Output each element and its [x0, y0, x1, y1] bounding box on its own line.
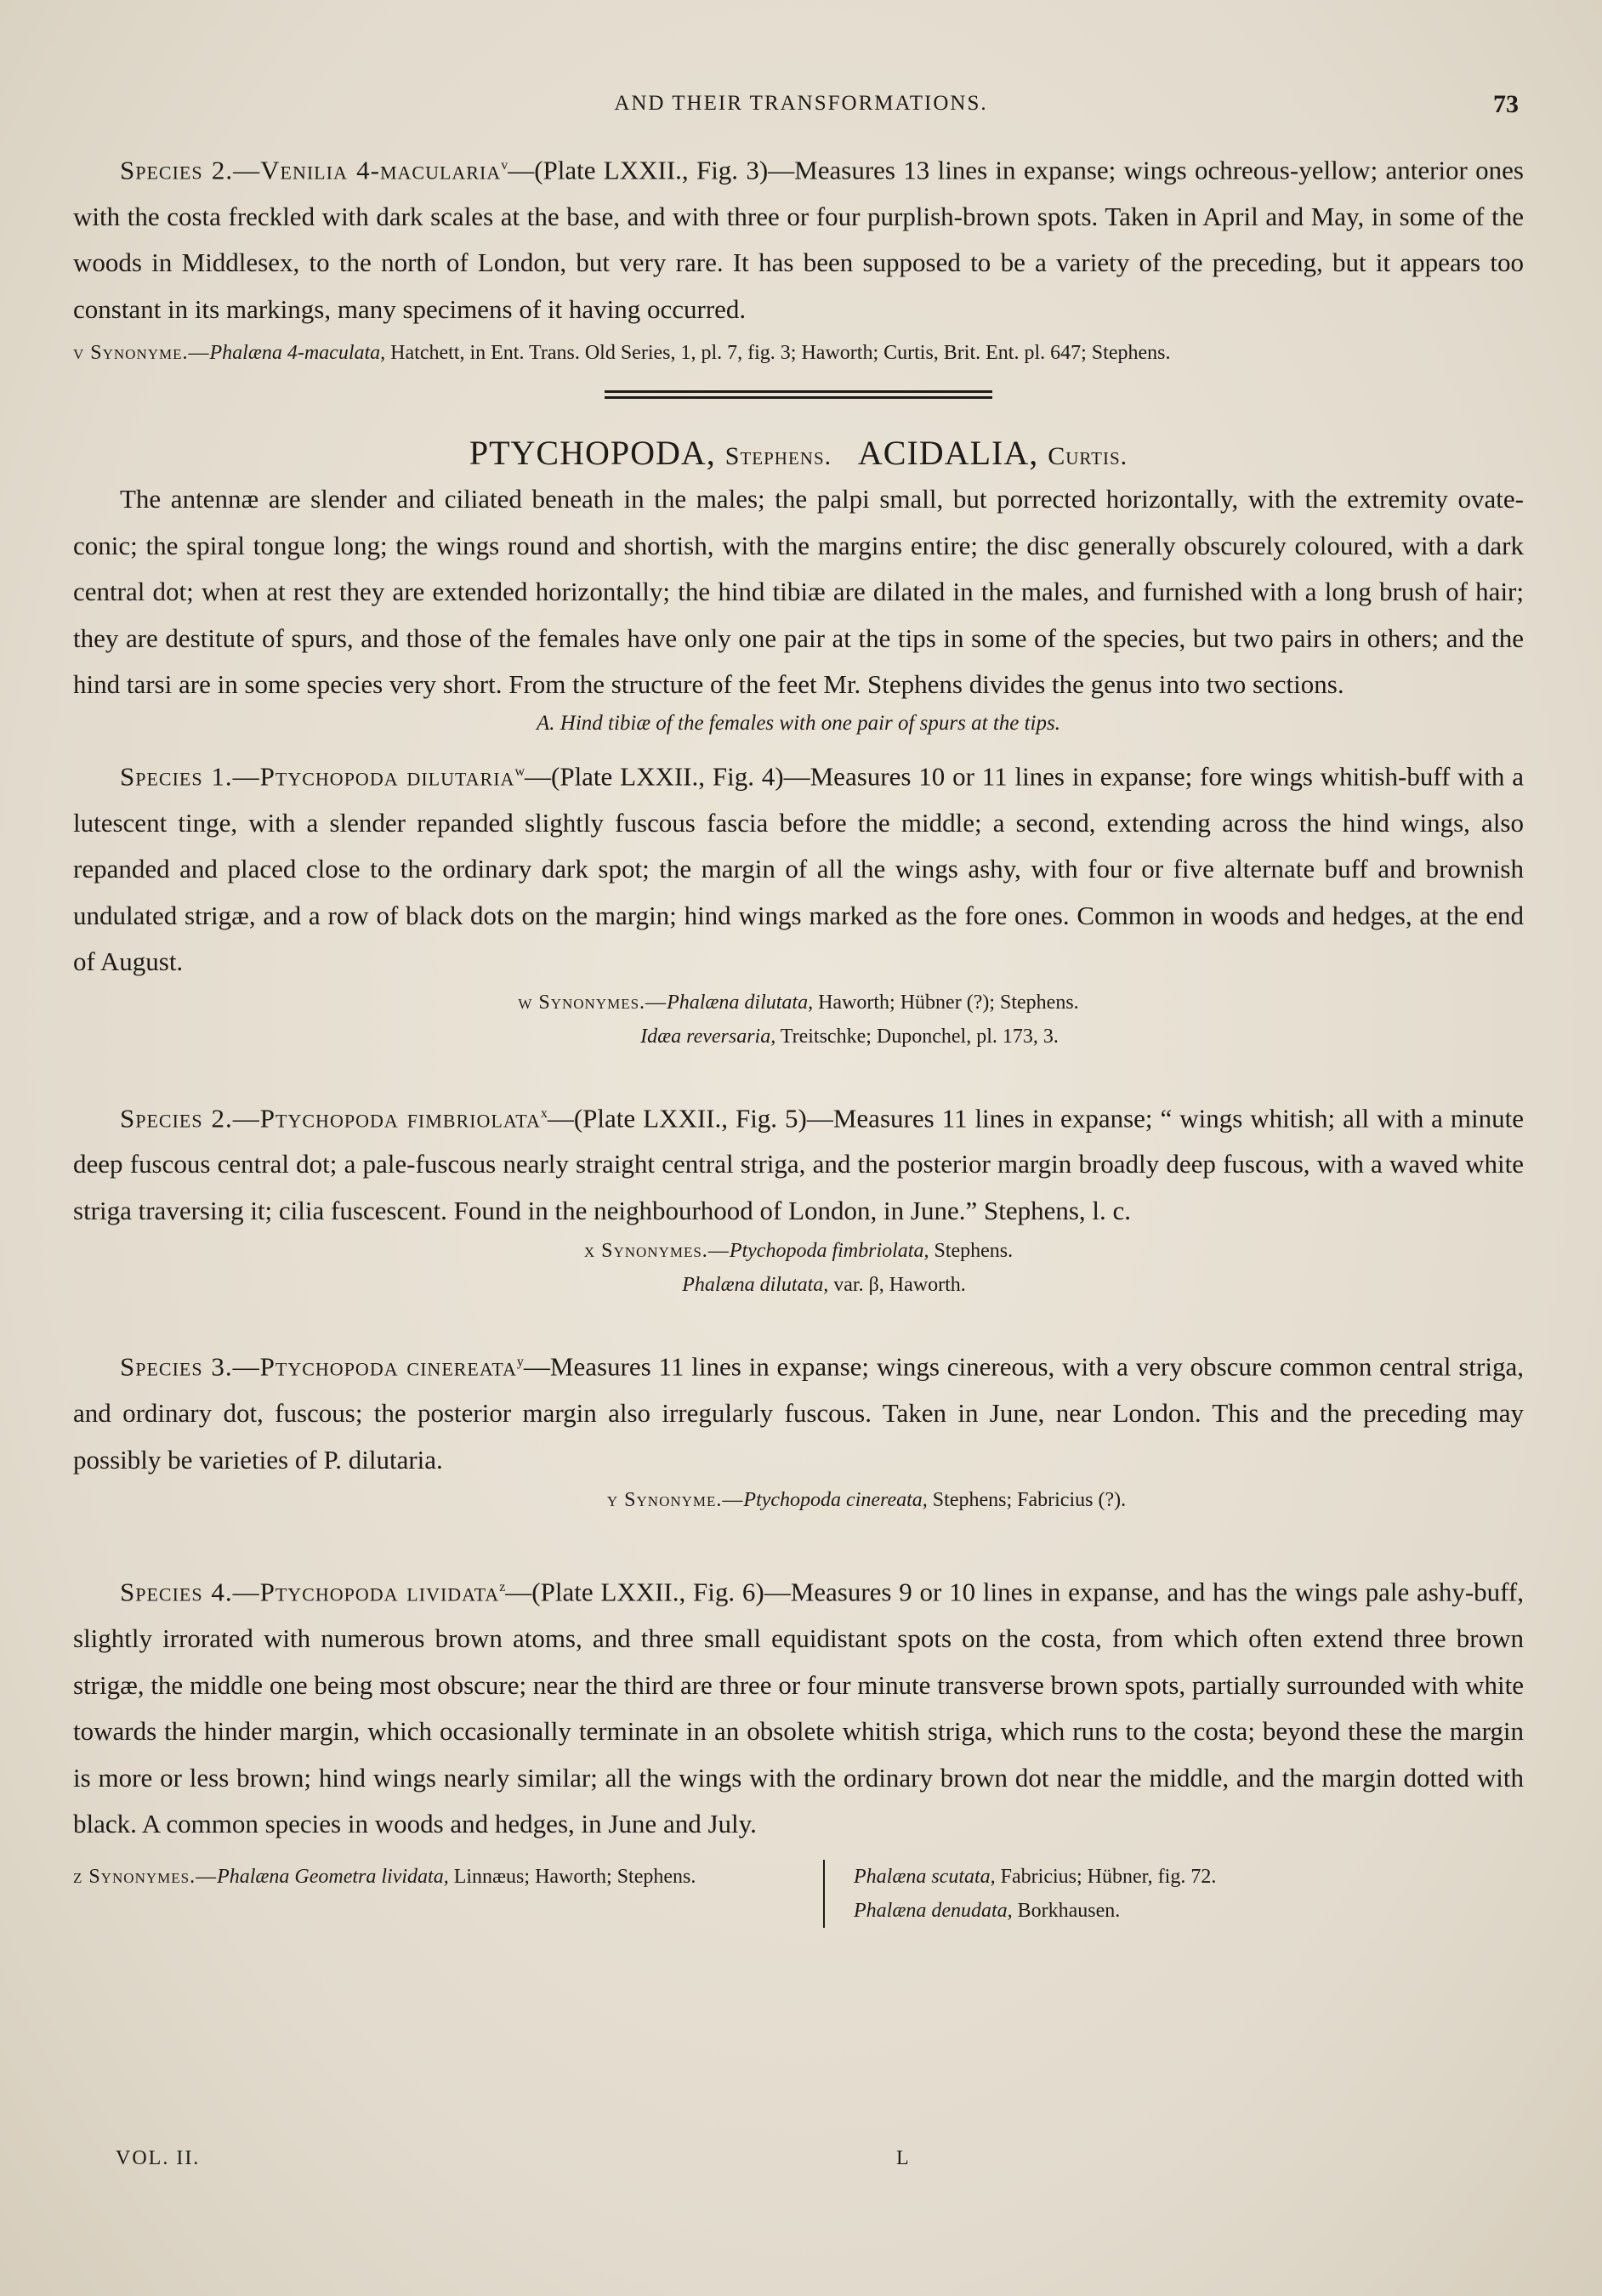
genus-alt-name: ACIDALIA, [857, 434, 1039, 473]
synonym-label: v Synonyme.— [73, 342, 210, 365]
synonym-rest: Fabricius; Hübner, fig. 72. [995, 1865, 1217, 1888]
genus-heading [73, 433, 1524, 473]
synonym-name: Phalæna scutata, [854, 1865, 996, 1888]
section-heading: A. Hind tibiæ of the females with one pair of spurs at the tips. [537, 711, 1060, 735]
synonym-rest: Linnæus; Haworth; Stephens. [448, 1865, 696, 1888]
footnote-mark: z [499, 1580, 506, 1595]
synonym-name: Ptychopoda fimbriolata, [729, 1240, 929, 1263]
venilia-synonym [73, 336, 1524, 370]
genus-description: The antennæ are slender and ciliated beneath in the males; the palpi small, but porrected horizontally, with the extremity ovate-conic; the spiral tongue long; the wings round and shortish, with the margins entire; the disc generally obscurely coloured, with a dark central dot; when at rest they are extended horizontally; the hind tibiæ are dilated in the males, and furnished with a long brush of hair; they are destitute of spurs, and those of the females have only one pair at the tips in some of the species, but two pairs in others; and the hind tarsi are in some species very short. From the structure of the feet Mr. Stephens divides the genus into two sections. [73, 484, 1524, 700]
species-3-synonym [73, 1483, 1524, 1517]
species-4-synonyms [73, 1860, 1524, 1928]
signature-mark: L [896, 2147, 909, 2169]
synonym-rest: Stephens. [929, 1240, 1014, 1263]
species-label: Species 2.—Venilia 4-macularia [120, 155, 502, 185]
genus-alt-author: Curtis. [1048, 442, 1128, 471]
species-1-synonym-1 [73, 986, 1524, 1020]
synonym-rest: Haworth; Hübner (?); Stephens. [813, 991, 1079, 1014]
footnote-mark: y [516, 1355, 524, 1370]
synonym-rest: var. β, Haworth. [828, 1274, 966, 1297]
species-2-paragraph [73, 1091, 1524, 1235]
synonym-name: Idæa reversaria, [640, 1025, 776, 1048]
synonym-name: Phalæna Geometra lividata, [217, 1865, 449, 1888]
synonym-name: Phalæna dilutata, [682, 1274, 829, 1297]
synonym-name: Phalæna dilutata, [667, 991, 814, 1014]
species-text: —(Plate LXXII., Fig. 3)—Measures 13 lines in expanse; wings ochreous-yellow; anterior ones with the costa freckled with dark scales at the base, and with three or four purplish-brown spots. Taken in April and May, in some of the woods in Middlesex, to the north of London, but very rare. It has been supposed to be a variety of the preceding, but it appears too constant in its markings, many specimens of it having occurred. [73, 155, 1524, 324]
genus-name: PTYCHOPODA, [469, 434, 716, 473]
species-text: —Measures 11 lines in expanse; wings cinereous, with a very obscure common central striga, and ordinary dot, fuscous; the posterior margin also irregularly fuscous. Taken in June, near London. This and the preceding may possibly be varieties of P. dilutaria. [73, 1351, 1524, 1475]
species-3-paragraph [73, 1339, 1524, 1483]
species-4-paragraph [73, 1565, 1524, 1847]
page-body [73, 143, 1524, 1928]
synonyms-left-column [73, 1860, 825, 1928]
page-number: 73 [1493, 90, 1519, 118]
genus-author: Stephens. [724, 442, 832, 471]
synonym-label: x Synonymes.— [583, 1240, 730, 1263]
synonym-name: Phalæna 4-maculata, [209, 342, 386, 365]
synonym-rest: Treitschke; Duponchel, pl. 173, 3. [775, 1025, 1059, 1048]
species-label: Species 3.—Ptychopoda cinereata [120, 1351, 517, 1382]
footnote-mark: w [514, 764, 525, 779]
species-venilia-paragraph [73, 143, 1524, 332]
synonyms-right-column [825, 1860, 1216, 1928]
species-label: Species 1.—Ptychopoda dilutaria [120, 761, 515, 792]
species-text: —(Plate LXXII., Fig. 6)—Measures 9 or 10 lines in expanse, and has the wings pale ashy-buff, slightly irrorated with numerous brown atoms, and three small equidistant spots on the costa, from which often extend three brown strigæ, the middle one being most obscure; near the third are three or four minute transverse brown spots, partially surrounded with white towards the hinder margin, which occasionally terminate in an obsolete whitish striga, which runs to the costa; beyond these the margin is more or less brown; hind wings nearly similar; all the wings with the ordinary brown dot near the middle, and the margin dotted with black. A common species in woods and hedges, in June and July. [73, 1577, 1524, 1839]
species-1-paragraph [73, 749, 1524, 986]
rule-line [605, 390, 992, 393]
rule-line [605, 396, 992, 399]
double-rule [605, 390, 992, 399]
footnote-mark: v [501, 158, 508, 173]
synonym-rest: Hatchett, in Ent. Trans. Old Series, 1, pl. 7, fig. 3; Haworth; Curtis, Brit. Ent. pl. 647; Stephens. [385, 342, 1171, 365]
species-label: Species 4.—Ptychopoda lividata [120, 1577, 500, 1607]
synonym-label: y Synonyme.— [606, 1489, 744, 1512]
running-head: AND THEIR TRANSFORMATIONS. [614, 92, 988, 115]
synonym-label: w Synonymes.— [518, 991, 668, 1014]
volume-label: VOL. II. [116, 2147, 201, 2169]
species-2-synonym-1 [73, 1234, 1524, 1268]
synonym-rest: Borkhausen. [1012, 1899, 1121, 1922]
species-label: Species 2.—Ptychopoda fimbriolata [120, 1102, 541, 1133]
synonym-label: z Synonymes.— [73, 1865, 218, 1888]
species-text: —(Plate LXXII., Fig. 5)—Measures 11 lines in expanse; “ wings whitish; all with a minute deep fuscous central dot; a pale-fuscous nearly straight central striga, and the posterior margin broadly deep fuscous, with a waved white striga traversing it; cilia fuscescent. Found in the neighbourhood of London, in June.” Stephens, l. c. [73, 1102, 1525, 1225]
synonym-name: Phalæna denudata, [854, 1899, 1013, 1922]
synonym-rest: Stephens; Fabricius (?). [927, 1489, 1127, 1512]
synonym-name: Ptychopoda cinereata, [743, 1489, 928, 1512]
footnote-mark: x [540, 1105, 548, 1121]
species-2-synonym-2 [73, 1268, 1524, 1302]
species-text: —(Plate LXXII., Fig. 4)—Measures 10 or 11 lines in expanse; fore wings whitish-buff with a lutescent tinge, with a slender repanded slightly fuscous fascia before the middle; a second, extending across the hind wings, also repanded and placed close to the ordinary dark spot; the margin of all the wings ashy, with four or five alternate buff and brownish undulated strigæ, and a row of black dots on the margin; hind wings marked as the fore ones. Common in woods and hedges, at the end of August. [73, 761, 1524, 977]
species-1-synonym-2 [73, 1020, 1524, 1054]
